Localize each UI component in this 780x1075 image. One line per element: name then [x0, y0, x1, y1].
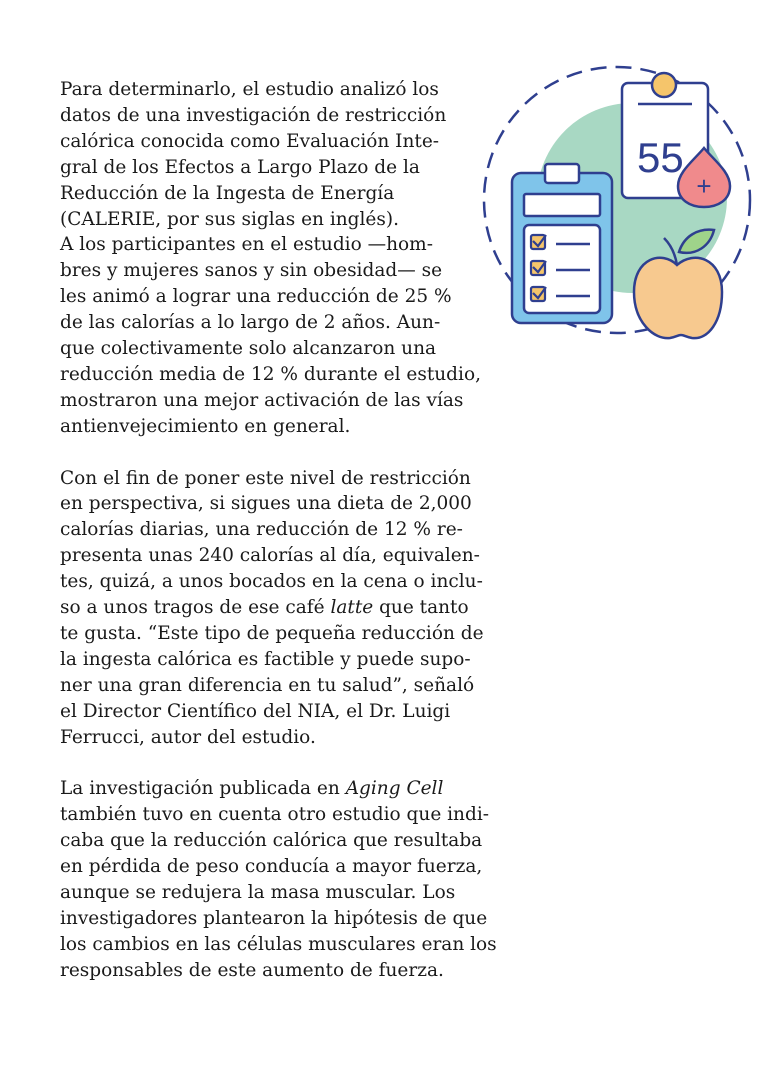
text-line: también tuvo en cuenta otro estudio que indi-	[60, 804, 489, 826]
text-line: los cambios en las células musculares eran los	[60, 933, 497, 955]
text-line: tes, quizá, a unos bocados en la cena o inclu-	[60, 571, 483, 593]
nutrition-illustration	[472, 60, 762, 345]
text-line: Reducción de la Ingesta de Energía	[60, 182, 395, 204]
text-line: antienvejecimiento en general.	[60, 415, 351, 437]
latte-italic: latte	[330, 597, 374, 619]
text-segment: La investigación publicada en	[60, 778, 346, 800]
text-segment: so a unos tragos de ese café	[60, 597, 331, 619]
text-line: Con el fin de poner este nivel de restricción	[60, 467, 471, 489]
text-line: caba que la reducción calórica que resultaba	[60, 830, 483, 852]
blood-drop-symbol: +	[696, 171, 712, 201]
text-line: Para determinarlo, el estudio analizó los	[60, 79, 439, 100]
text-line: te gusta. “Este tipo de pequeña reducción de	[60, 623, 484, 645]
text-line: investigadores plantearon la hipótesis de que	[60, 907, 488, 929]
article-body	[60, 77, 500, 984]
paragraph-calerie	[60, 77, 500, 440]
journal-title-italic: Aging Cell	[345, 778, 444, 800]
text-line: que colectivamente solo alcanzaron una	[60, 338, 437, 360]
text-line: mostraron una mejor activación de las vías	[60, 389, 464, 411]
clipboard-header	[524, 194, 600, 216]
text-line: bres y mujeres sanos y sin obesidad— se	[60, 260, 443, 282]
text-line: A los participantes en el estudio —hom-	[60, 234, 433, 256]
paragraph-gap	[60, 440, 500, 466]
paragraph-aging-cell	[60, 776, 500, 983]
text-line: ner una gran diferencia en tu salud”, señaló	[60, 674, 475, 696]
text-line: aunque se redujera la masa muscular. Los	[60, 882, 456, 904]
text-line: en pérdida de peso conducía a mayor fuerza,	[60, 856, 483, 878]
text-line: gral de los Efectos a Largo Plazo de la	[60, 156, 420, 178]
text-line-journal	[60, 776, 500, 802]
calendar-number: 55	[637, 134, 684, 181]
paragraph-perspective	[60, 466, 500, 751]
text-line: Ferrucci, autor del estudio.	[60, 726, 316, 748]
calendar-pin	[652, 73, 676, 97]
text-line: el Director Científico del NIA, el Dr. Luigi	[60, 700, 451, 722]
text-line: datos de una investigación de restricción	[60, 104, 447, 126]
text-line: presenta unas 240 calorías al día, equivalen-	[60, 545, 480, 567]
paragraph-gap	[60, 751, 500, 777]
apple-body	[634, 258, 722, 338]
text-line: calorías diarias, una reducción de 12 % re-	[60, 519, 463, 541]
text-line-latte	[60, 595, 500, 621]
text-line: (CALERIE, por sus siglas en inglés).	[60, 208, 399, 230]
text-line: responsables de este aumento de fuerza.	[60, 959, 444, 981]
text-line: la ingesta calórica es factible y puede supo-	[60, 648, 471, 670]
clipboard-clip	[545, 164, 579, 183]
text-line: calórica conocida como Evaluación Inte-	[60, 130, 440, 152]
text-line: reducción media de 12 % durante el estudio,	[60, 363, 481, 385]
text-segment: que tanto	[373, 597, 469, 619]
text-line: les animó a lograr una reducción de 25 %	[60, 286, 452, 308]
text-line: en perspectiva, si sigues una dieta de 2,000	[60, 493, 472, 515]
illustration-svg	[472, 60, 762, 345]
text-line: de las calorías a lo largo de 2 años. Aun-	[60, 312, 441, 334]
clipboard-icon	[512, 164, 612, 323]
